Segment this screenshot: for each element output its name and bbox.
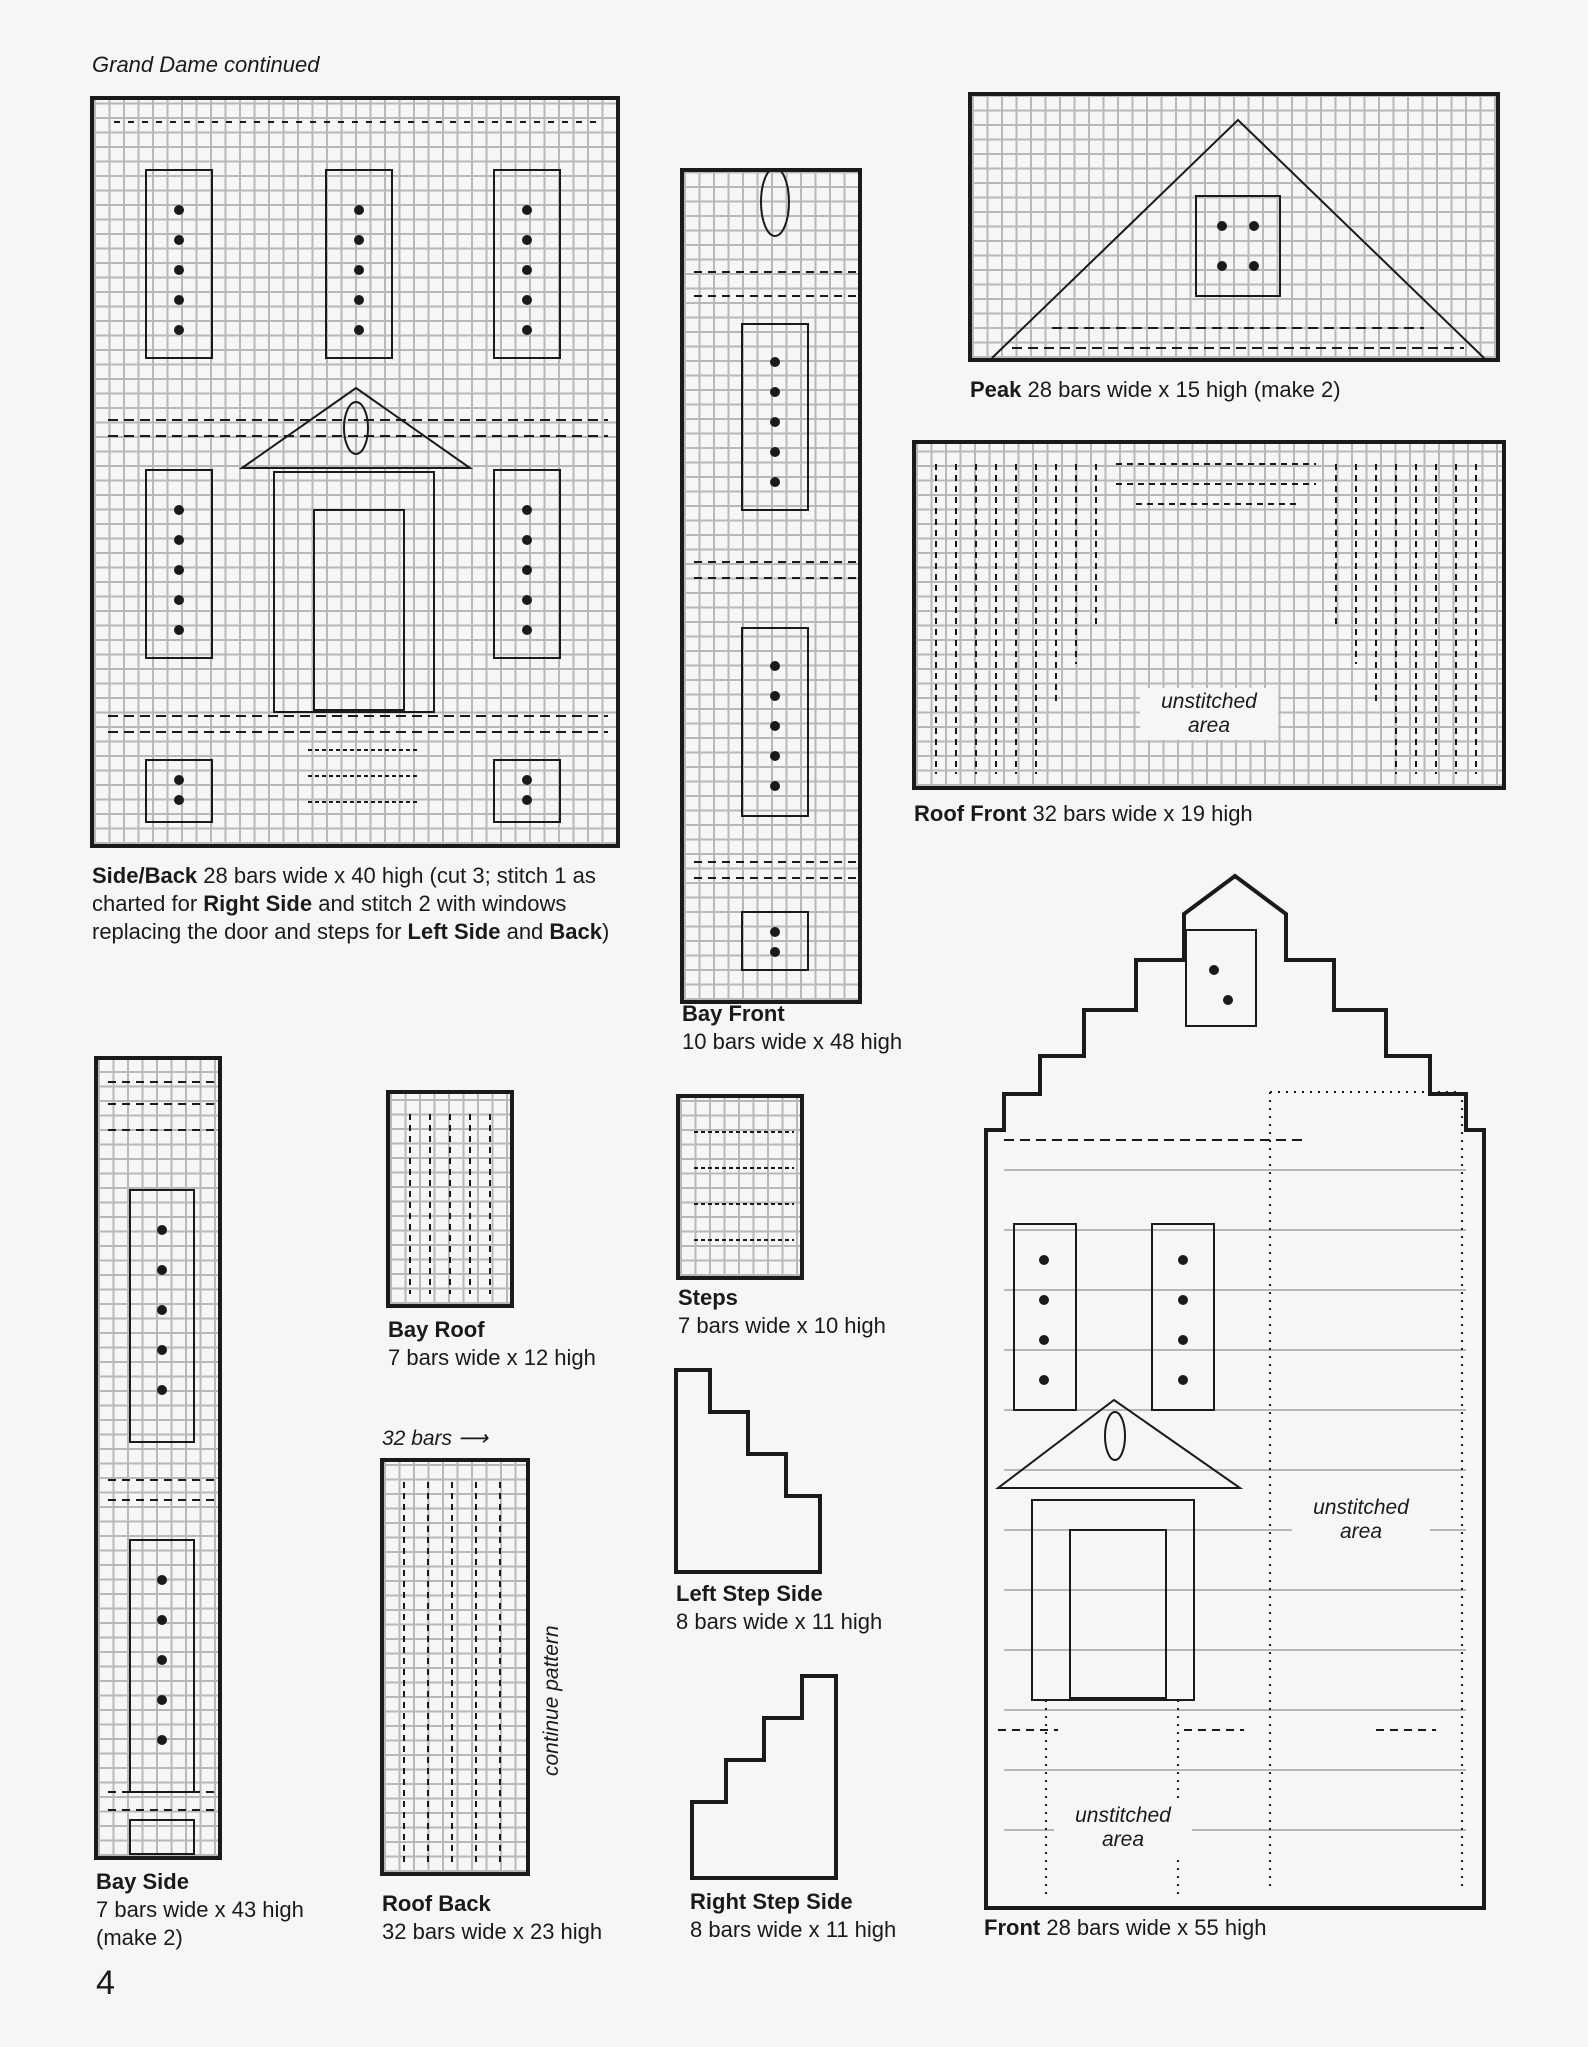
side-back-caption: Side/Back 28 bars wide x 40 high (cut 3; stitch 1 as charted for Right Side and stitch 2 with windows replacing the door and steps for Left Side and Back) [92,863,610,944]
front-note-right: unstitched area [1292,1494,1430,1546]
bay-front-chart [680,168,862,1004]
right-step-side-outline [690,1674,840,1880]
bay-side-caption: Bay Side 7 bars wide x 43 high (make 2) [96,1869,304,1950]
steps-motifs [680,1098,804,1280]
bay-front-motifs [684,172,862,1004]
roof-back-bars-label: 32 bars [382,1427,453,1450]
bay-roof-chart [386,1090,514,1308]
peak-chart [968,92,1500,362]
front-motifs [984,870,1486,1910]
right-step-side-chart [690,1674,840,1880]
roof-front-note: unstitched area [1140,688,1278,740]
roof-back-motifs [384,1462,530,1876]
roof-back-caption: Roof Back 32 bars wide x 23 high [382,1891,603,1944]
peak-caption: Peak 28 bars wide x 15 high (make 2) [970,377,1341,402]
roof-back-chart [380,1458,530,1876]
bay-roof-caption: Bay Roof 7 bars wide x 12 high [388,1317,596,1370]
left-step-side-outline [674,1368,824,1574]
roof-back-top-label [382,1426,488,1451]
side-back-chart [90,96,620,848]
side-back-motifs [94,100,620,848]
left-step-side-chart [674,1368,824,1574]
front-chart [984,870,1486,1910]
steps-caption: Steps 7 bars wide x 10 high [678,1285,886,1338]
page-number: 4 [96,1964,115,2002]
right-step-side-caption: Right Step Side 8 bars wide x 11 high [690,1889,897,1942]
bay-side-chart [94,1056,222,1860]
roof-back-side-label: continue pattern [540,1625,563,1776]
peak-motifs [972,96,1500,362]
roof-front-caption: Roof Front 32 bars wide x 19 high [914,801,1253,826]
page-title: Grand Dame continued [92,52,320,77]
bay-front-caption: Bay Front 10 bars wide x 48 high [682,1001,903,1054]
front-caption: Front 28 bars wide x 55 high [984,1915,1267,1940]
bay-side-motifs [98,1060,222,1860]
arrow-right-icon: ⟶ [457,1427,488,1450]
front-note-bottom: unstitched area [1054,1802,1192,1854]
left-step-side-caption: Left Step Side 8 bars wide x 11 high [676,1581,883,1634]
bay-roof-motifs [390,1094,514,1308]
steps-chart [676,1094,804,1280]
